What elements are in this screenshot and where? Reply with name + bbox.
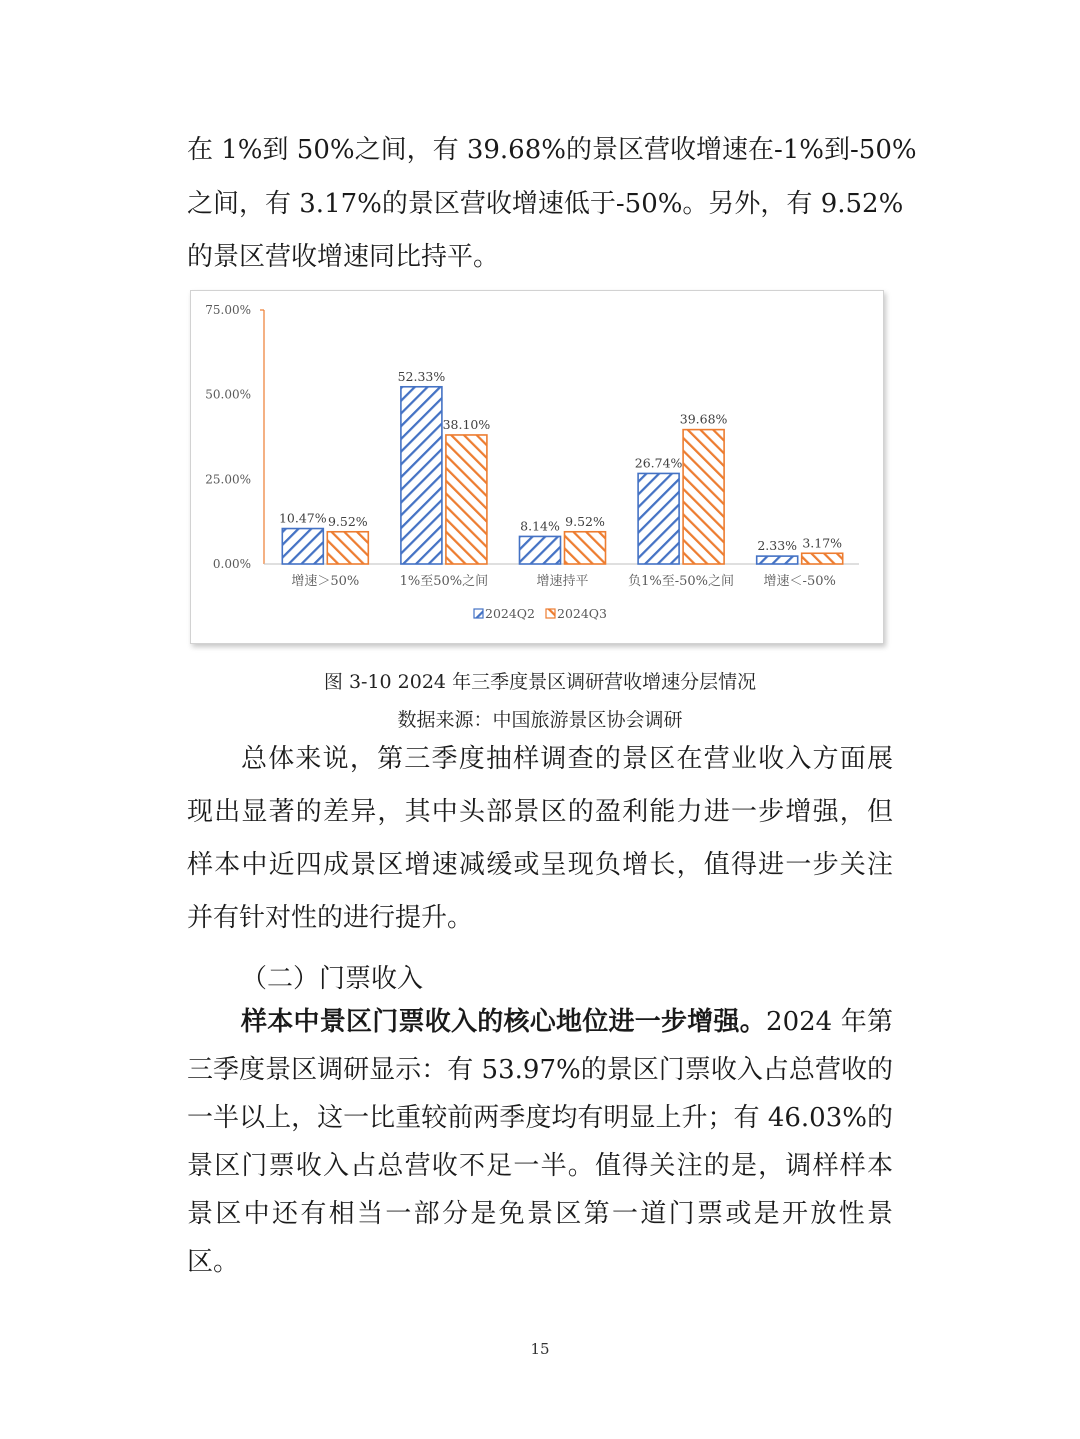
paragraph-line: 并有针对性的进行提升。 [187, 903, 474, 933]
data-label: 2.33% [757, 538, 798, 554]
paragraph-line: 区。 [187, 1247, 240, 1277]
bar-2024Q3 [683, 430, 724, 564]
paragraph-line: 三季度景区调研显示：有 53.97%的景区门票收入占总营收的 [187, 1055, 893, 1085]
paragraph-line: 景区中还有相当一部分是免景区第一道门票或是开放性景 [187, 1199, 893, 1229]
x-tick-label: 1%至50%之间 [399, 574, 489, 589]
data-label: 52.33% [397, 368, 446, 384]
paragraph-line [187, 1004, 893, 1040]
paragraph-line: 在 1%到 50%之间，有 39.68%的景区营收增速在-1%到-50% [187, 135, 917, 165]
data-label: 8.14% [520, 518, 560, 534]
paragraph-2 [187, 741, 893, 941]
section-heading: （二）门票收入 [241, 964, 424, 994]
x-tick-label: 增速＜-50% [763, 574, 836, 589]
legend-swatch [474, 609, 483, 618]
bar-2024Q3 [446, 435, 487, 564]
y-tick-label: 25.00% [205, 472, 251, 487]
data-label: 38.10% [442, 416, 491, 432]
data-label: 9.52% [327, 513, 368, 529]
bar-2024Q3 [802, 553, 843, 564]
bar-chart [191, 291, 883, 643]
y-tick-label: 50.00% [205, 387, 251, 402]
bar-2024Q2 [638, 473, 679, 564]
paragraph-line: 样本中近四成景区增速减缓或呈现负增长，值得进一步关注 [187, 850, 893, 880]
bar-2024Q2 [401, 387, 442, 564]
paragraph-line: 现出显著的差异，其中头部景区的盈利能力进一步增强，但 [187, 797, 893, 827]
paragraph-line: 的景区营收增速同比持平。 [187, 242, 500, 272]
x-tick-label: 负1%至-50%之间 [628, 574, 735, 589]
paragraph-line-rest: 2024 年第 [766, 1007, 893, 1037]
paragraph-line: 总体来说，第三季度抽样调查的景区在营业收入方面展 [241, 744, 893, 774]
bold-lead: 样本中景区门票收入的核心地位进一步增强。 [241, 1007, 767, 1037]
legend-label: 2024Q3 [557, 606, 608, 621]
data-label: 39.68% [679, 411, 728, 427]
data-label: 10.47% [278, 510, 327, 526]
paragraph-3 [187, 1004, 893, 1284]
bar-2024Q3 [565, 532, 606, 564]
paragraph-line: 之间，有 3.17%的景区营收增速低于-50%。另外，有 9.52% [187, 189, 904, 219]
legend-swatch [546, 609, 555, 618]
x-tick-label: 增速＞50% [291, 574, 360, 589]
chart-frame [190, 290, 884, 644]
x-tick-label: 增速持平 [536, 574, 589, 589]
bar-2024Q2 [757, 556, 798, 564]
y-tick-label: 0.00% [212, 557, 251, 571]
data-label: 26.74% [634, 455, 683, 471]
bar-2024Q3 [327, 532, 368, 564]
bar-2024Q2 [282, 529, 323, 564]
paragraph-line: 景区门票收入占总营收不足一半。值得关注的是，调样样本 [187, 1151, 893, 1181]
data-label: 3.17% [802, 535, 843, 551]
data-label: 9.52% [565, 513, 605, 529]
bar-2024Q2 [520, 536, 561, 564]
paragraph-line: 一半以上，这一比重较前两季度均有明显上升；有 46.03%的 [187, 1103, 893, 1133]
figure-caption: 图 3-10 2024 年三季度景区调研营收增速分层情况 [323, 671, 757, 693]
page-number: 15 [530, 1340, 550, 1358]
y-tick-label: 75.00% [205, 303, 251, 317]
figure-source: 数据来源：中国旅游景区协会调研 [397, 709, 683, 731]
legend-label: 2024Q2 [485, 606, 536, 621]
paragraph-1 [187, 132, 917, 276]
